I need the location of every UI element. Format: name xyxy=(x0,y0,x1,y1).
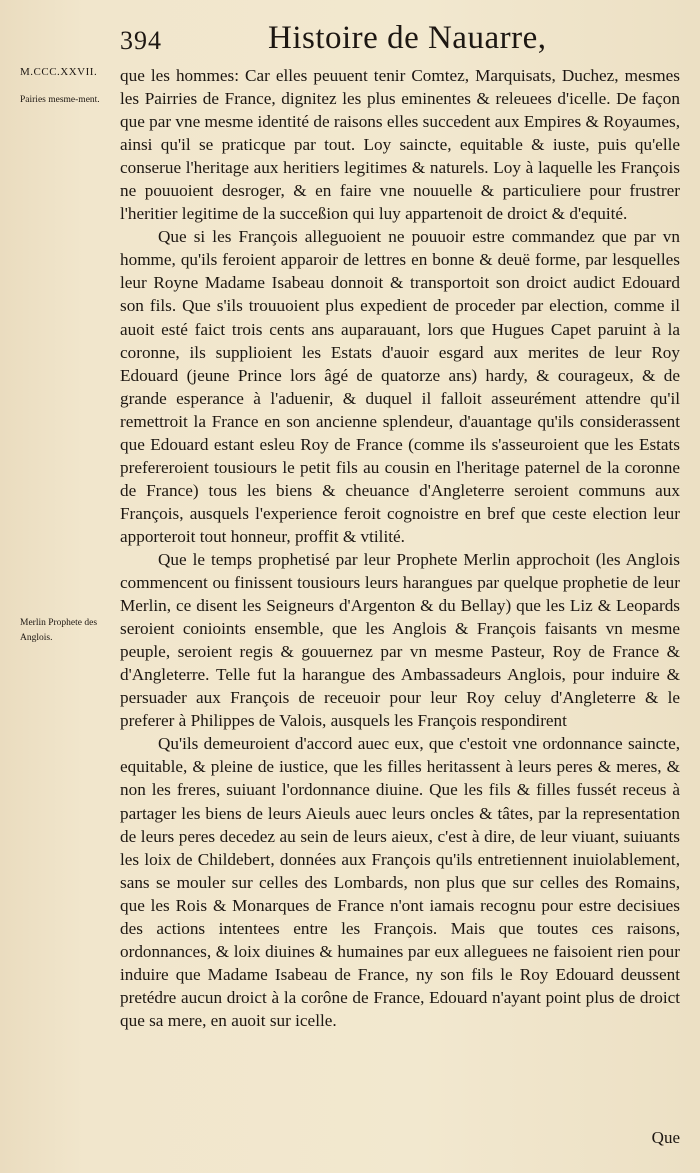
paragraph-2: Que si les François alleguoient ne pouuoir estre commandez que par vn homme, qu'ils feroient apparoir de lettres en bonne & deuë forme, par lesquelles leur Royne Madame Isabeau donnoit & transportoit son droict audict Edouard son fils. Que s'ils trouuoient plus expedient de proceder par election, comme il auoit esté faict trois cents ans auparauant, lors que Hugues Capet paruint à la coronne, ils supplioient les Estats d'auoir esgard aux merites de leur Roy Edouard (jeune Prince lors âgé de quatorze ans) hardy, & courageux, & de grande esperance à l'aduenir, & duquel il falloit asseurément attendre qu'il remettroit la France en son ancienne splendeur, d'auantage qu'ils considerassent que Edouard estant esleu Roy de France (comme ils s'asseuroient que les Estats prefereroient tousiours le petit fils au cousin en l'heritage paternel de la coronne de France) tous les biens & cheuance d'Angleterre seroient communs aux François, ausquels l'experience feroit cognoistre en bref que ceste election leur apporteroit tout honneur, proffit & vtilité. xyxy=(120,227,680,546)
margin-notes xyxy=(20,62,120,1162)
page-header xyxy=(0,18,700,62)
catchword: Que xyxy=(651,1128,680,1147)
page-number: 394 xyxy=(120,26,162,55)
paragraph-4: Qu'ils demeuroient d'accord auec eux, que c'estoit vne ordonnance saincte, equitable, & pleine de iustice, que les filles heritassent à leurs peres & meres, & non les freres, suiuant l'ordonnance diuine. Que les fils & filles fussét receus à partager les biens de leurs Aieuls auec leurs oncles & tâtes, par la representation de leurs peres decedez au sein de leurs aieux, c'est à dire, de leur viuant, suiuants les loix de Childebert, données aux François qu'ils entretiennent inuiolablement, sans se mouler sur celles des Lombards, non plus que sur celles des Romains, que les Rois & Monarques de France n'ont iamais recognu pour estre decisiues des actions intentees entre les François. Mais que toutes ces raisons, ordonnances, & loix diuines & humaines par eux alleguees ne faisoient rien pour induire que Madame Isabeau de France, ny son fils le Roy Edouard deussent pretédre aucun droict à la corône de France, Edouard n'ayant point plus de droict que sa mere, en auoit sur icelle. xyxy=(120,734,680,1030)
paragraph-1: que les hommes: Car elles peuuent tenir Comtez, Marquisats, Duchez, mesmes les Pairries de France, dignitez les plus eminentes & releuees d'icelle. De façon que par vne mesme identité de raisons elles succedent aux Empires & Royaumes, ainsi qu'il se praticque par tout. Loy saincte, equitable & iuste, puis qu'elle conserue l'heritage aux heritiers legitimes & naturels. Loy à laquelle les François ne pouuoient desroger, & en faire vne nouuelle & particuliere pour frustrer l'heritier legitime de la succeßion qui luy appartenoit de droict & d'equité. xyxy=(120,66,680,224)
margin-note-merlin: Merlin Prophete des Anglois. xyxy=(20,618,98,643)
margin-note-pairies: Pairies mesme-ment. xyxy=(20,95,100,105)
body-text xyxy=(120,64,680,1032)
paragraph-3: Que le temps prophetisé par leur Prophete Merlin approchoit (les Anglois commencent ou finissent tousiours leurs harangues par quelque prophetie de leur Merlin, ce disent les Seigneurs d'Argenton & du Bellay) que les Liz & Leopards seroient conioints ensemble, que les Anglois & François faisants vn mesme peuple, seroient regis & gouuernez par vn mesme Pasteur, Roy de France & d'Angleterre. Telle fut la harangue des Ambassadeurs Anglois, pour induire & persuader aux François de receuoir pour leur Roy celuy d'Angleterre & le preferer à Philippes de Valois, ausquels les François respondirent xyxy=(120,549,680,731)
running-title: Histoire de Nauarre, xyxy=(268,20,547,56)
margin-note-date: M.CCC.XXVII. xyxy=(20,66,98,78)
